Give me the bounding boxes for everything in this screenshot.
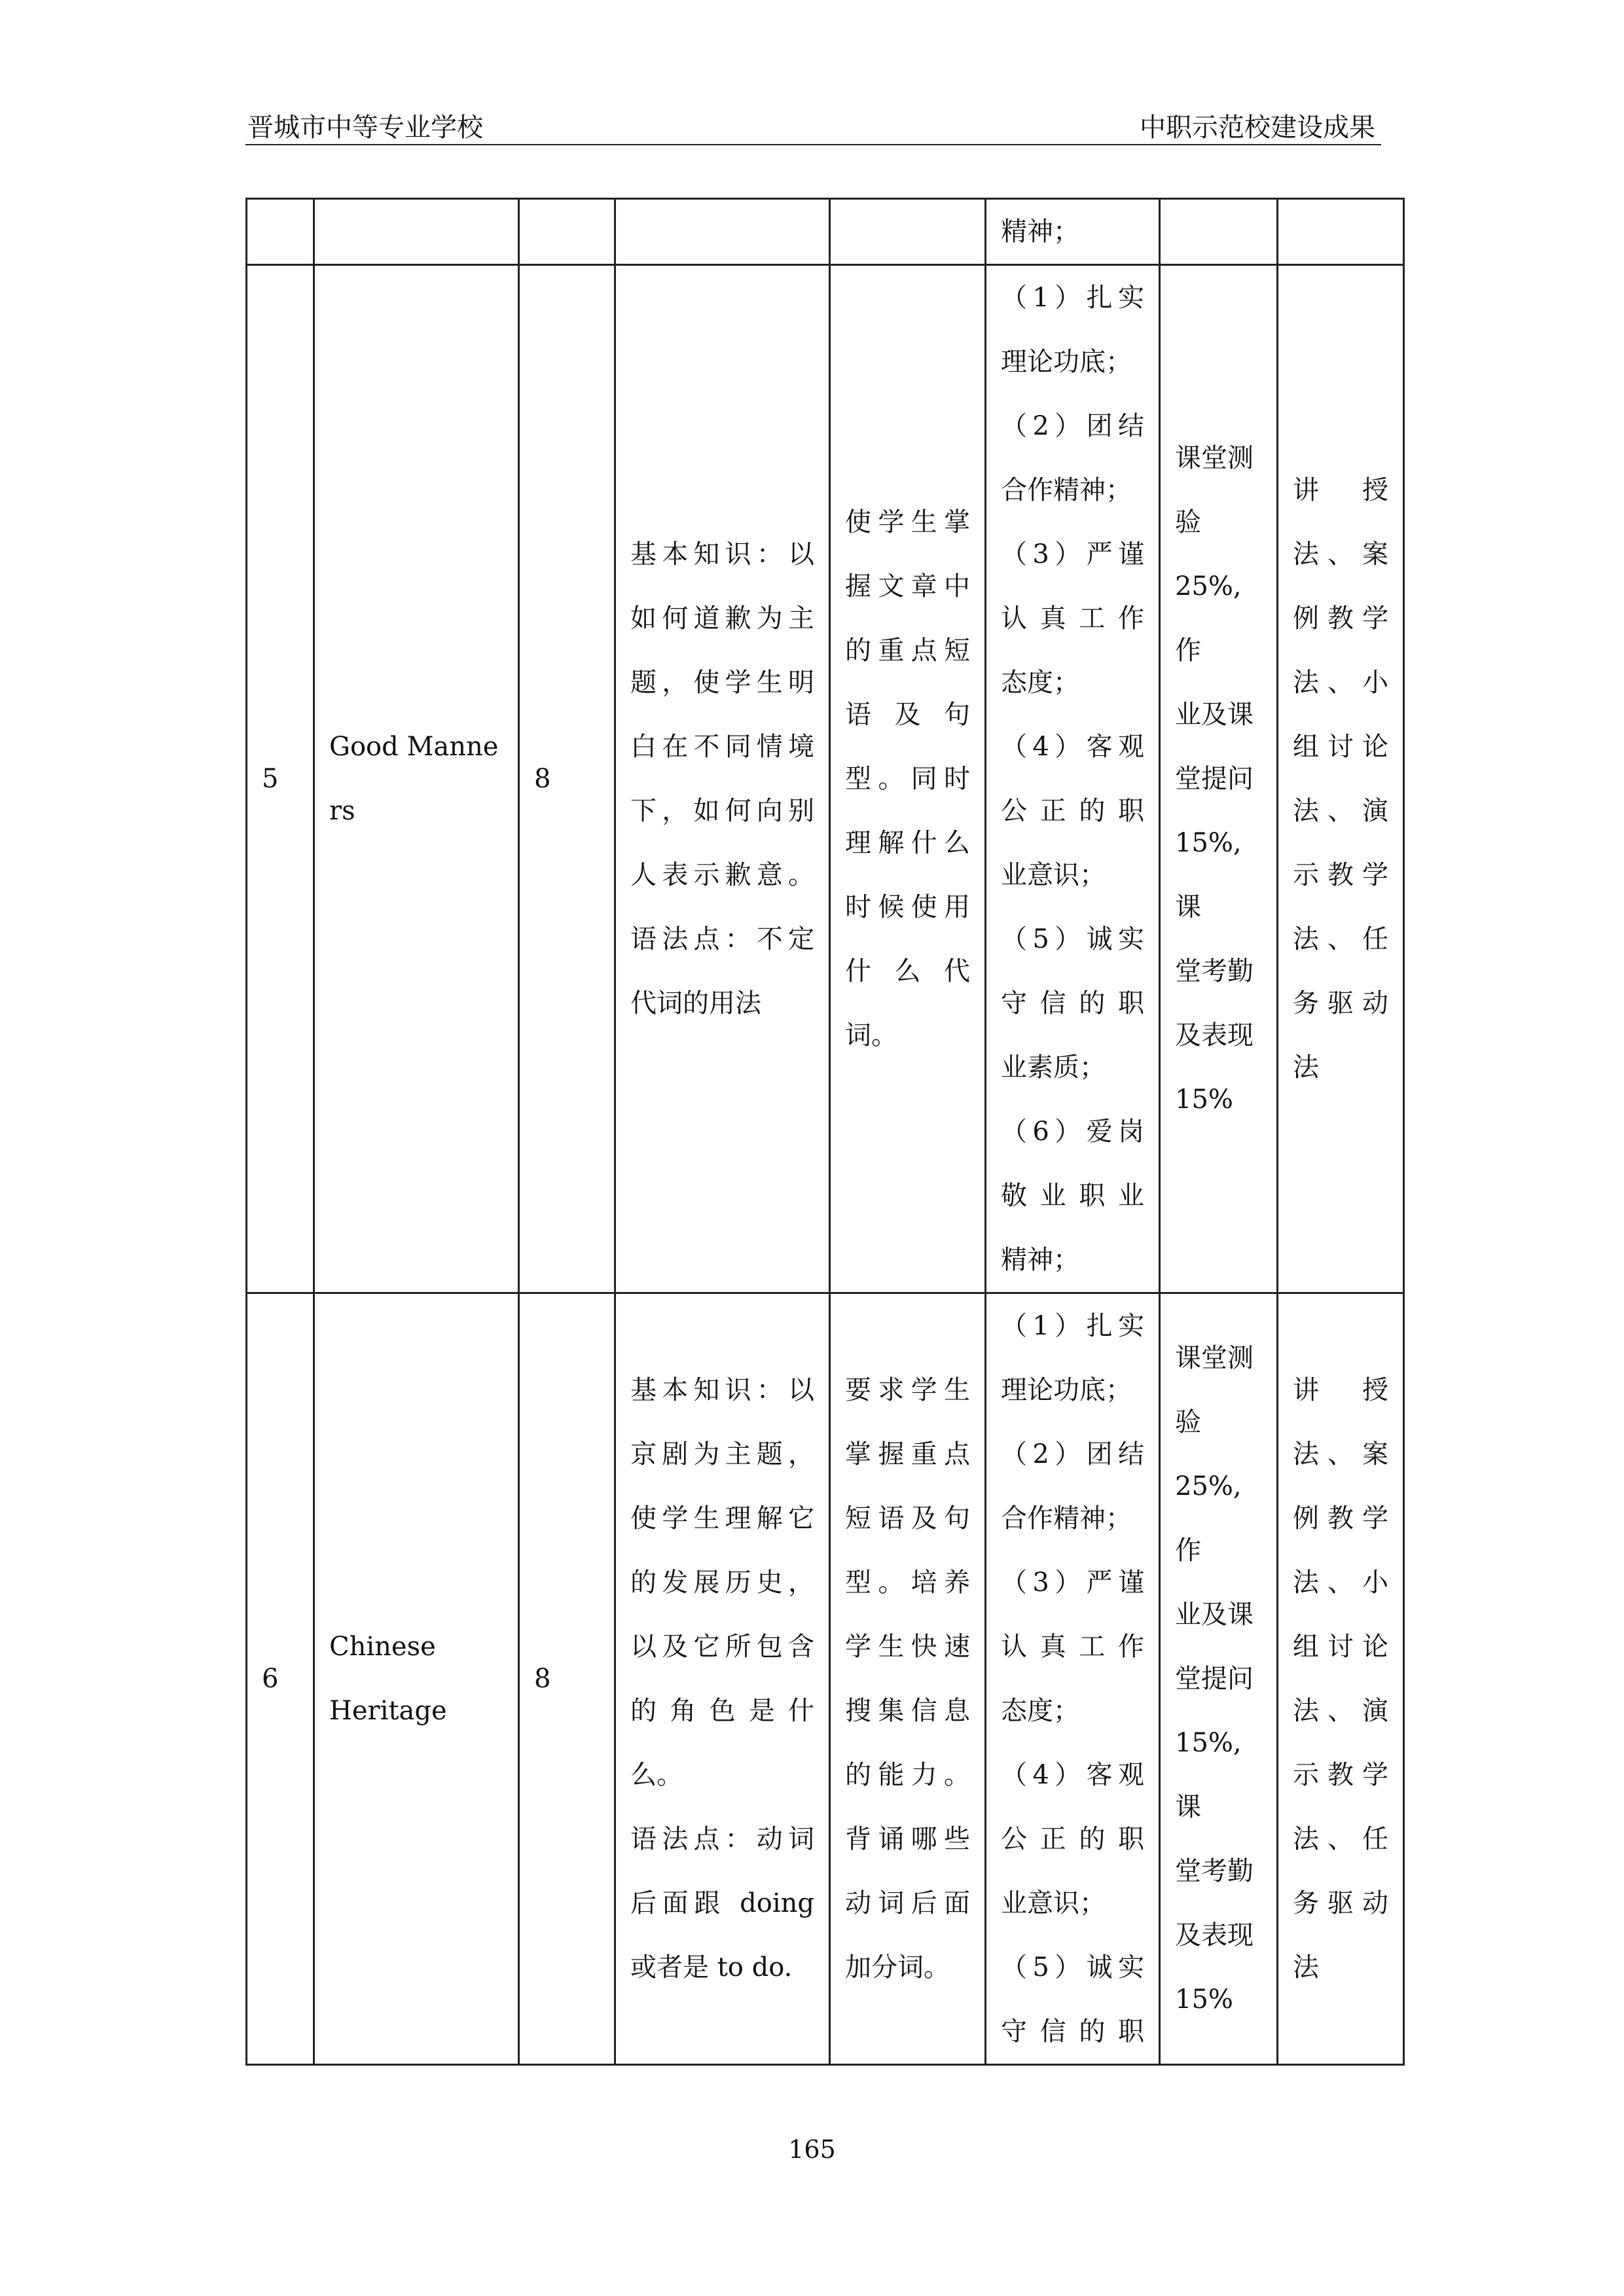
ability-line: 的能力。: [845, 1760, 970, 1790]
content-line: 语法点：不定: [630, 924, 814, 954]
goal-line: 守 信 的 职: [1001, 988, 1144, 1018]
method-line: 组讨论: [1293, 1632, 1388, 1662]
goal-line: 敬 业 职 业: [1001, 1181, 1144, 1211]
method-line: 法、小: [1293, 1568, 1388, 1598]
method-line: 法、演: [1293, 1696, 1388, 1726]
goal-line: 精神；: [1001, 1245, 1079, 1275]
content-line: 么。: [630, 1760, 683, 1790]
assess-line: 业及课: [1175, 1600, 1254, 1630]
method-line: 示教学: [1293, 860, 1388, 890]
content-line: 题，使学生明: [630, 668, 814, 698]
assess-line: 25%,作: [1175, 1471, 1242, 1566]
title-line: Good Manners: [329, 732, 499, 826]
title-line: Chinese: [329, 1632, 436, 1662]
method-line: 法: [1293, 1952, 1319, 1982]
header-rule: [245, 144, 1381, 145]
cell-title: [314, 265, 519, 1293]
assess-line: 堂考勤: [1175, 1856, 1254, 1886]
goal-line: 理论功底；: [1001, 1375, 1132, 1405]
method-line: 务驱动: [1293, 988, 1388, 1018]
cell-hours: 8: [519, 265, 615, 1293]
cell-no: 6: [247, 1293, 314, 2065]
method-line: 法: [1293, 1052, 1319, 1083]
header-school-name: 晋城市中等专业学校: [247, 113, 483, 143]
cell-ability: [830, 265, 986, 1293]
goal-line: 业意识；: [1001, 1888, 1106, 1918]
method-line: 法、案: [1293, 539, 1388, 569]
cell-method: [1278, 1293, 1404, 2065]
goal-line: 守 信 的 职: [1001, 2017, 1144, 2047]
ability-line: 什 么 代: [845, 956, 970, 986]
assess-line: 堂提问: [1175, 1664, 1254, 1694]
goal-line: 公 正 的 职: [1001, 1824, 1144, 1854]
content-line: 基本知识：以: [630, 1375, 814, 1405]
ability-line: 时候使用: [845, 892, 970, 922]
goal-line: 合作精神；: [1001, 475, 1132, 505]
cell-no: [247, 199, 314, 265]
method-line: 示教学: [1293, 1760, 1388, 1790]
assess-line: 15%: [1175, 1085, 1233, 1115]
cell-method: [1278, 199, 1404, 265]
goal-line: 态度；: [1001, 1696, 1079, 1726]
ability-line: 型。培养: [845, 1568, 970, 1598]
ability-line: 动词后面: [845, 1888, 970, 1918]
ability-line: 掌握重点: [845, 1439, 970, 1469]
ability-line: 词。: [845, 1020, 897, 1050]
cell-content: [615, 199, 830, 265]
assess-line: 25%,作: [1175, 571, 1242, 666]
cell-assess: [1160, 199, 1278, 265]
method-line: 讲 授: [1293, 475, 1388, 505]
ability-line: 背诵哪些: [845, 1824, 970, 1854]
goal-line: 精神；: [1001, 217, 1079, 247]
goal-line: 认 真 工 作: [1001, 1632, 1144, 1662]
goal-line: 理论功底；: [1001, 347, 1132, 377]
content-line: 使学生理解它: [630, 1503, 814, 1534]
assess-line: 验: [1175, 1407, 1201, 1437]
cell-hours: 8: [519, 1293, 615, 2065]
assess-line: 业及课: [1175, 700, 1254, 730]
course-plan-table: [245, 198, 1405, 2066]
goal-line: 公 正 的 职: [1001, 796, 1144, 826]
goal-line: （4）客观: [1001, 1760, 1144, 1790]
cell-assess: [1160, 265, 1278, 1293]
cell-title: [314, 1293, 519, 2065]
ability-line: 理解什么: [845, 828, 970, 858]
cell-goals: [986, 265, 1160, 1293]
assess-line: 及表现: [1175, 1020, 1254, 1050]
content-line: 下，如何向别: [630, 796, 814, 826]
goal-line: 业意识；: [1001, 860, 1106, 890]
goal-line: （6）爱岗: [1001, 1117, 1144, 1147]
content-line: 基本知识：以: [630, 539, 814, 569]
assess-line: 15%,课: [1175, 828, 1242, 922]
method-line: 法、演: [1293, 796, 1388, 826]
cell-assess: [1160, 1293, 1278, 2065]
method-line: 组讨论: [1293, 732, 1388, 762]
content-line: 后面跟 doing: [630, 1888, 814, 1918]
assess-line: 课堂测: [1175, 1343, 1254, 1373]
method-line: 讲 授: [1293, 1375, 1388, 1405]
ability-line: 型。同时: [845, 764, 970, 794]
ability-line: 使学生掌: [845, 507, 970, 537]
content-line: 语法点：动词: [630, 1824, 814, 1854]
title-line: Heritage: [329, 1696, 447, 1726]
cell-content: [615, 265, 830, 1293]
assess-line: 及表现: [1175, 1920, 1254, 1950]
goal-line: （3）严谨: [1001, 1568, 1144, 1598]
assess-line: 课堂测: [1175, 443, 1254, 473]
content-line: 人表示歉意。: [630, 860, 814, 890]
method-line: 务驱动: [1293, 1888, 1388, 1918]
method-line: 例教学: [1293, 1503, 1388, 1534]
content-line: 京剧为主题，: [630, 1439, 814, 1469]
cell-title: [314, 199, 519, 265]
ability-line: 的重点短: [845, 636, 970, 666]
goal-line: （2）团结: [1001, 411, 1144, 441]
method-line: 例教学: [1293, 603, 1388, 634]
ability-line: 学生快速: [845, 1632, 970, 1662]
ability-line: 语 及 句: [845, 700, 970, 730]
table-row-continued: [247, 199, 1404, 265]
header-document-title: 中职示范校建设成果: [1140, 113, 1375, 143]
ability-line: 要求学生: [845, 1375, 970, 1405]
assess-line: 堂考勤: [1175, 956, 1254, 986]
table-row-unit-6: [247, 1293, 1404, 2065]
cell-goals: [986, 1293, 1160, 2065]
ability-line: 搜集信息: [845, 1696, 970, 1726]
ability-line: 加分词。: [845, 1952, 950, 1982]
content-line: 的发展历史，: [630, 1568, 814, 1598]
page-number: 165: [788, 2135, 836, 2164]
goal-line: （5）诚实: [1001, 1952, 1144, 1982]
method-line: 法、案: [1293, 1439, 1388, 1469]
assess-line: 15%,课: [1175, 1728, 1242, 1822]
goal-line: （2）团结: [1001, 1439, 1144, 1469]
goal-line: 合作精神；: [1001, 1503, 1132, 1534]
cell-hours: [519, 199, 615, 265]
table-row-unit-5: [247, 265, 1404, 1293]
goal-line: 态度；: [1001, 668, 1079, 698]
cell-ability: [830, 1293, 986, 2065]
cell-goals: [986, 199, 1160, 265]
method-line: 法、任: [1293, 1824, 1388, 1854]
goal-line: （5）诚实: [1001, 924, 1144, 954]
method-line: 法、任: [1293, 924, 1388, 954]
content-line: 以及它所包含: [630, 1632, 814, 1662]
assess-line: 堂提问: [1175, 764, 1254, 794]
ability-line: 握文章中: [845, 571, 970, 601]
goal-line: （1）扎实: [1001, 1311, 1144, 1341]
cell-no: 5: [247, 265, 314, 1293]
goal-line: 业素质；: [1001, 1052, 1106, 1083]
method-line: 法、小: [1293, 668, 1388, 698]
goal-line: 认 真 工 作: [1001, 603, 1144, 634]
cell-content: [615, 1293, 830, 2065]
assess-line: 验: [1175, 507, 1201, 537]
content-line: 代词的用法: [630, 988, 761, 1018]
cell-ability: [830, 199, 986, 265]
goal-line: （1）扎实: [1001, 283, 1144, 313]
goal-line: （4）客观: [1001, 732, 1144, 762]
content-line: 或者是 to do.: [630, 1952, 793, 1982]
ability-line: 短语及句: [845, 1503, 970, 1534]
cell-method: [1278, 265, 1404, 1293]
assess-line: 15%: [1175, 1984, 1233, 2015]
goal-line: （3）严谨: [1001, 539, 1144, 569]
content-line: 的 角 色 是 什: [630, 1696, 814, 1726]
content-line: 如何道歉为主: [630, 603, 814, 634]
content-line: 白在不同情境: [630, 732, 814, 762]
